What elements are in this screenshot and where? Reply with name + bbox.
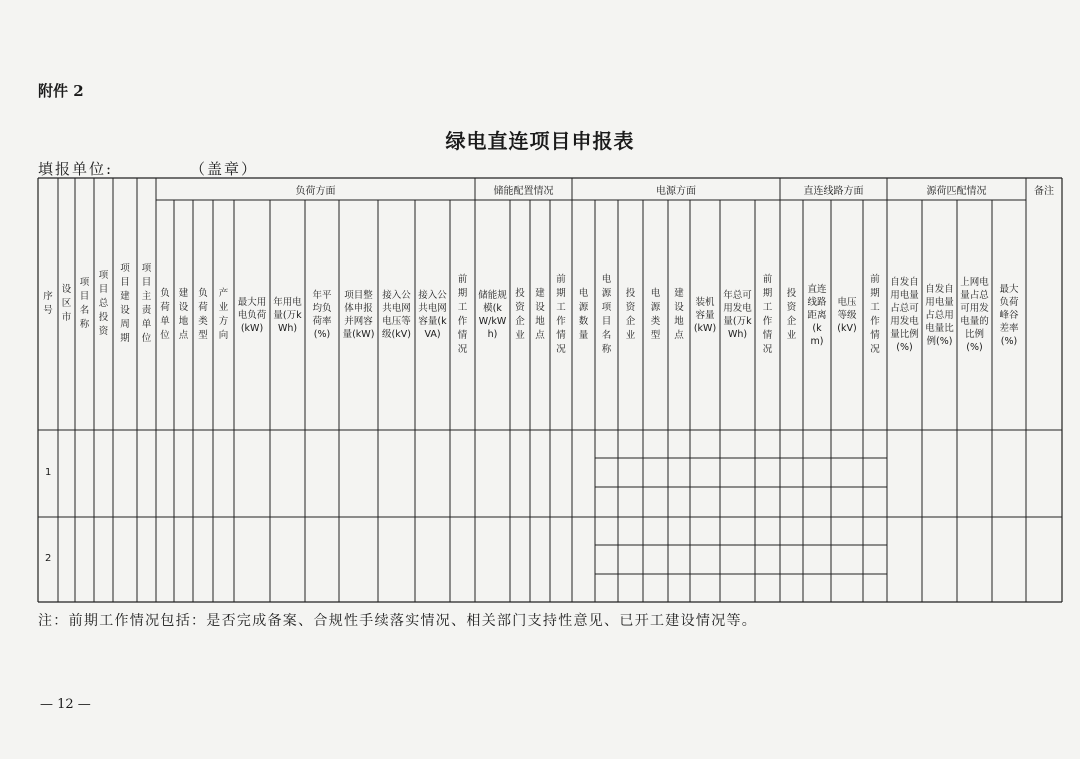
column-header-max-load: 最大用电负荷(kW) [237, 296, 267, 334]
column-header-pw-site: 建设地点 [674, 288, 684, 341]
column-header-st-site: 建设地点 [535, 288, 545, 341]
column-header-st-invest: 投资企业 [515, 288, 525, 341]
column-header-seq: 序号 [43, 291, 53, 316]
page-title: 绿电直连项目申报表 [445, 129, 635, 153]
column-header-avg-rate: 年平均负荷率(%) [312, 290, 332, 340]
row-number: 2 [45, 552, 52, 564]
group-power: 电源方面 [656, 185, 696, 197]
column-header-period: 项目建设周期 [120, 263, 130, 344]
column-header-ln-invest: 投资企业 [786, 288, 797, 341]
column-header-m4: 最大负荷峰谷差率(%) [999, 283, 1019, 347]
column-header-ln-dist: 直连线路距离(km) [807, 283, 827, 347]
attachment-label: 附件 2 [38, 82, 84, 100]
column-header-pre2: 前期工作情况 [556, 274, 566, 355]
column-header-district: 设区市 [61, 284, 72, 323]
column-header-pw-type: 电源类型 [650, 288, 661, 341]
column-header-load-unit: 负荷单位 [160, 288, 170, 341]
column-header-pw-name: 电源项目名称 [601, 274, 612, 355]
group-line: 直连线路方面 [803, 185, 864, 197]
row-number: 1 [45, 466, 52, 478]
column-header-owner: 项目主责单位 [141, 263, 152, 344]
group-remark: 备注 [1034, 185, 1054, 197]
column-header-load-type: 负荷类型 [198, 288, 208, 341]
page-number: — 12 — [40, 697, 91, 712]
group-match: 源荷匹配情况 [926, 185, 987, 197]
column-header-pw-cap: 装机容量(kW) [693, 296, 717, 334]
column-header-pre1: 前期工作情况 [457, 274, 468, 355]
column-header-st-scale: 储能规模(kW/kWh) [478, 290, 507, 340]
group-storage: 储能配置情况 [493, 185, 554, 197]
column-header-pw-count: 电源数量 [578, 288, 589, 341]
column-header-pre3: 前期工作情况 [762, 274, 773, 355]
column-header-m3: 上网电量占总可用发电量的比例(%) [960, 277, 989, 353]
column-header-m1: 自发自用电量占总可用发电量比例(%) [890, 277, 919, 353]
column-header-pre4: 前期工作情况 [870, 274, 880, 355]
column-header-invest: 项目总投资 [98, 270, 109, 337]
column-header-industry: 产业方向 [218, 288, 229, 341]
column-header-annual: 年用电量(万kWh) [273, 296, 302, 334]
column-header-voltage: 接入公共电网电压等级(kV) [382, 290, 411, 340]
fill-unit-label: 填报单位: [38, 160, 114, 178]
column-header-grid-cap: 项目整体申报并网容量(kW) [342, 290, 375, 340]
seal-label: （盖章） [190, 160, 259, 178]
column-header-grid-kva: 接入公共电网容量(kVA) [418, 290, 447, 340]
footnote: 注：前期工作情况包括：是否完成备案、合规性手续落实情况、相关部门支持性意见、已开工建设情况等。 [38, 613, 758, 629]
column-header-site: 建设地点 [178, 288, 189, 341]
column-header-name: 项目名称 [79, 277, 90, 330]
column-header-pw-invest: 投资企业 [625, 288, 636, 341]
column-header-m2: 自发自用电量占总用电量比例(%) [925, 283, 954, 347]
column-header-pw-gen: 年总可用发电量(万kWh) [723, 290, 752, 340]
group-load: 负荷方面 [295, 185, 336, 197]
column-header-ln-volt: 电压等级(kV) [837, 296, 857, 334]
